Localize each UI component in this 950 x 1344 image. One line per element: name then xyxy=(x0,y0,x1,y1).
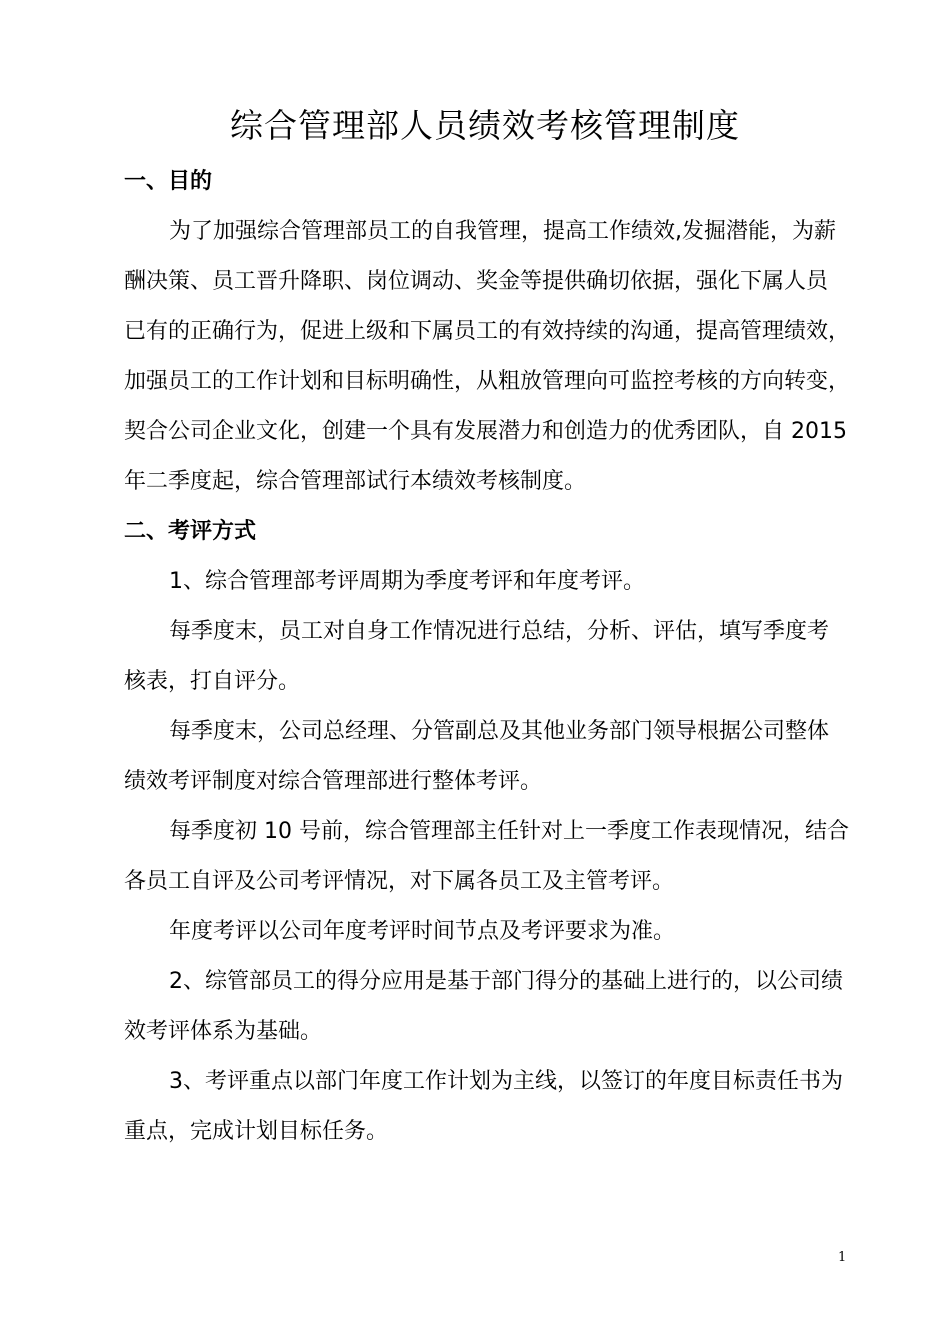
paragraph-line: 已有的正确行为，促进上级和下属员工的有效持续的沟通，提高管理绩效， xyxy=(124,319,851,344)
paragraph-line: 3、考评重点以部门年度工作计划为主线，以签订的年度目标责任书为 xyxy=(169,1069,843,1094)
paragraph-line: 年二季度起，综合管理部试行本绩效考核制度。 xyxy=(124,469,587,494)
paragraph-line: 1、综合管理部考评周期为季度考评和年度考评。 xyxy=(169,569,645,594)
section-heading-purpose: 一、目的 xyxy=(124,169,213,194)
section-heading-evaluation-method: 二、考评方式 xyxy=(124,519,257,544)
paragraph-line: 每季度初 10 号前，综合管理部主任针对上一季度工作表现情况，结合 xyxy=(169,819,849,844)
paragraph-line: 加强员工的工作计划和目标明确性，从粗放管理向可监控考核的方向转变， xyxy=(124,369,851,394)
paragraph-line: 每季度末，员工对自身工作情况进行总结，分析、评估，填写季度考 xyxy=(169,619,830,644)
paragraph-line: 为了加强综合管理部员工的自我管理，提高工作绩效,发掘潜能，为薪 xyxy=(169,219,836,244)
paragraph-line: 核表，打自评分。 xyxy=(124,669,301,694)
paragraph-line: 年度考评以公司年度考评时间节点及考评要求为准。 xyxy=(169,919,676,944)
paragraph-line: 效考评体系为基础。 xyxy=(124,1019,323,1044)
paragraph-line: 每季度末，公司总经理、分管副总及其他业务部门领导根据公司整体 xyxy=(169,719,830,744)
page-number: 1 xyxy=(838,1250,847,1265)
paragraph-line: 各员工自评及公司考评情况，对下属各员工及主管考评。 xyxy=(124,869,675,894)
document-title: 综合管理部人员绩效考核管理制度 xyxy=(230,106,740,145)
paragraph-line: 2、综管部员工的得分应用是基于部门得分的基础上进行的，以公司绩 xyxy=(169,969,843,994)
paragraph-line: 契合公司企业文化，创建一个具有发展潜力和创造力的优秀团队，自 2015 xyxy=(124,419,847,444)
paragraph-line: 重点，完成计划目标任务。 xyxy=(124,1119,389,1144)
paragraph-line: 酬决策、员工晋升降职、岗位调动、奖金等提供确切依据，强化下属人员 xyxy=(124,269,829,294)
paragraph-line: 绩效考评制度对综合管理部进行整体考评。 xyxy=(124,769,543,794)
